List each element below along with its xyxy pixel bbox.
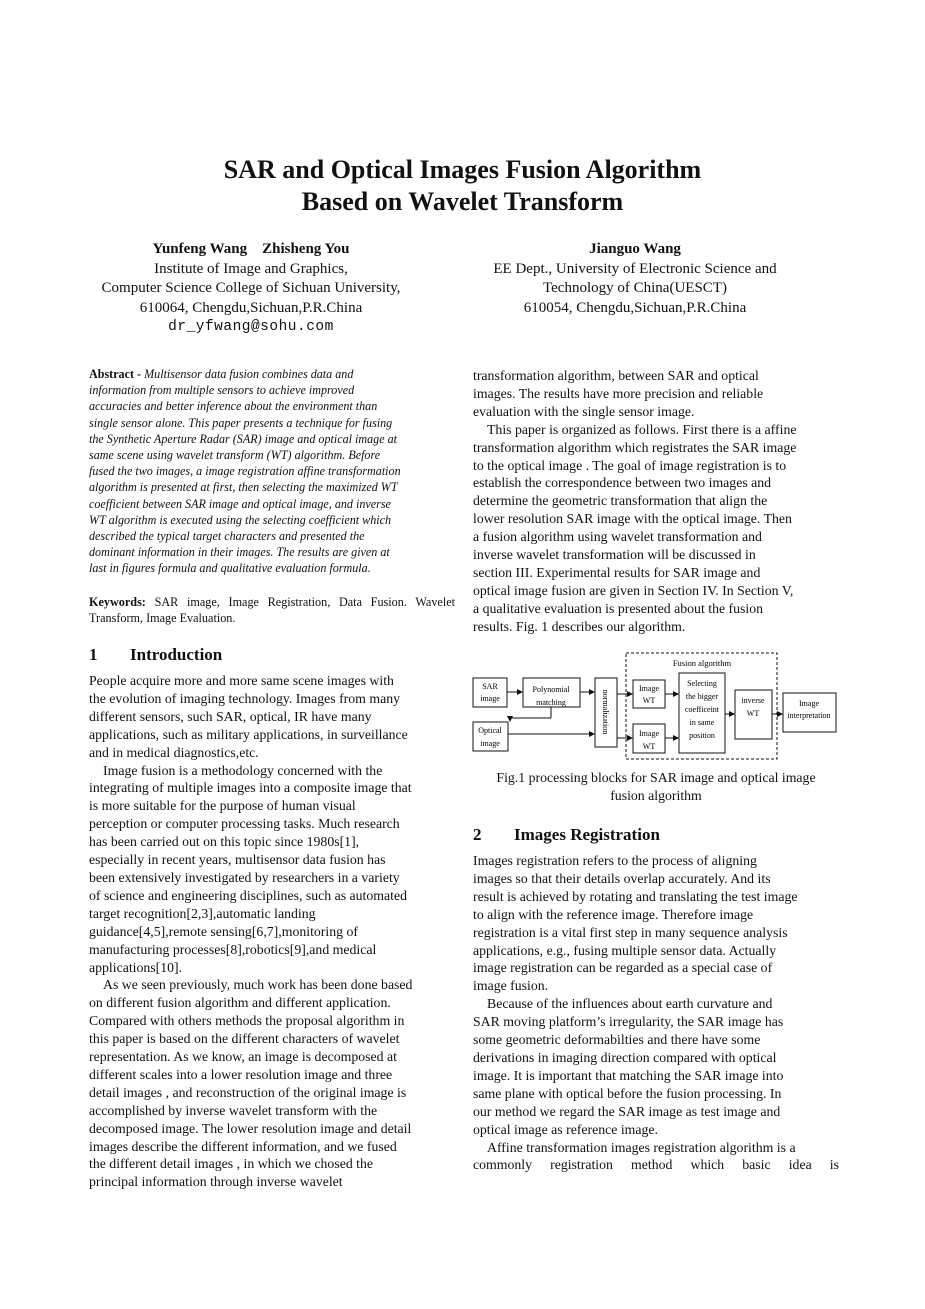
body-line: to the optical image . The goal of image registration is to <box>473 457 787 473</box>
select-line-4: in same <box>689 718 715 727</box>
section-title: Images Registration <box>514 825 660 844</box>
sar-box-line-2: image <box>480 694 500 703</box>
abstract-line: Multisensor data fusion combines data and <box>144 367 354 381</box>
abstract-line: the Synthetic Aperture Radar (SAR) image and optical image at <box>89 431 397 446</box>
body-line: SAR moving platform’s irregularity, the SAR image has <box>473 1014 784 1030</box>
section-2-body <box>473 852 839 1174</box>
body-line: image. It is important that matching the SAR image into <box>473 1067 784 1083</box>
wt2-line-1: Image <box>639 729 659 738</box>
body-line: of science and engineering disciplines, such as automated <box>89 887 407 903</box>
wt1-line-2: WT <box>642 696 656 705</box>
image-wt-box-1 <box>633 680 665 708</box>
body-line: been extensively investigated by researchers in a variety <box>89 869 400 885</box>
body-line: perception or computer processing tasks. Much research <box>89 816 400 832</box>
body-line: Affine transformation images registration algorithm is a <box>487 1139 796 1155</box>
abstract <box>89 366 455 577</box>
abstract-line: single sensor alone. This paper presents a technique for fusing <box>89 415 393 430</box>
abstract-line: accuracies and better inference about the environment than <box>89 399 378 414</box>
abstract-line: information from multiple sensors to achieve improved <box>89 383 355 398</box>
abstract-line: last in figures formula and qualitative evaluation formula. <box>89 561 371 576</box>
abstract-label: Abstract - <box>89 367 142 381</box>
body-line: image fusion. <box>473 978 549 994</box>
wt2-line-2: WT <box>642 742 656 751</box>
body-line: section III. Experimental results for SAR image and <box>473 564 761 580</box>
normalization-label: normalization <box>601 689 610 735</box>
body-line: Images registration refers to the process of aligning <box>473 853 757 868</box>
body-line: inverse wavelet transformation will be discussed in <box>473 547 756 563</box>
right-column-intro <box>473 367 839 636</box>
inverse-line-1: inverse <box>741 696 765 705</box>
body-line: our method we regard the SAR image as test image and <box>473 1103 781 1119</box>
body-line: target recognition[2,3],automatic landing <box>89 905 316 921</box>
keywords-text: SAR image, Image Registration, Data Fusion. Wavelet Transform, Image Evaluation. <box>89 595 456 625</box>
body-line: determine the geometric transformation that align the <box>473 493 768 509</box>
body-line: images so that their details overlap accurately. And its <box>473 870 771 886</box>
abstract-line: coefficient between SAR image and optical image, and inverse <box>89 496 391 511</box>
fig1-caption <box>470 769 842 805</box>
section-title: Introduction <box>130 645 223 664</box>
body-line: derivations in imaging direction compared with optical <box>473 1049 777 1065</box>
body-line: the evolution of imaging technology. Images from many <box>89 690 400 706</box>
affiliation-line-2-left: Computer Science College of Sichuan University, <box>101 280 401 296</box>
body-line: principal information through inverse wavelet <box>89 1174 343 1190</box>
sar-box-line-1: SAR <box>482 682 498 691</box>
interp-line-2: interpretation <box>787 711 831 720</box>
author-block-right <box>450 240 820 318</box>
abstract-line: algorithm is presented at first, then selecting the maximized WT <box>89 480 398 495</box>
sar-image-box <box>473 678 507 707</box>
caption-line-2: fusion algorithm <box>610 788 702 803</box>
body-line: Compared with others methods the proposal algorithm in <box>89 1013 405 1029</box>
optical-image-box <box>473 722 508 751</box>
body-line: As we seen previously, much work has been done based <box>103 977 413 993</box>
author-names-right: Jianguo Wang <box>589 241 681 257</box>
body-line: to align with the reference image. Therefore image <box>473 906 754 922</box>
body-line: image registration can be regarded as a special case of <box>473 960 773 976</box>
polynomial-matching-box <box>523 678 580 707</box>
body-line: manufacturing processes[8],robotics[9],and medical <box>89 941 377 957</box>
body-line: transformation algorithm, between SAR and optical <box>473 368 759 383</box>
body-line: transformation algorithm which registrates the SAR image <box>473 439 797 455</box>
paper-title <box>0 154 925 218</box>
body-line: is more suitable for the purpose of human visual <box>89 798 356 814</box>
body-line: has been carried out on this topic since 1980s[1], <box>89 834 360 850</box>
body-line: different scales into a lower resolution image and three <box>89 1066 393 1082</box>
author-block-left <box>70 240 432 338</box>
image-wt-box-2 <box>633 724 665 753</box>
body-line: applications, e.g., fusing multiple sensor data. Actually <box>473 942 777 958</box>
body-line: a fusion algorithm using wavelet transformation and <box>473 529 762 545</box>
body-line: representation. As we know, an image is decomposed at <box>89 1049 397 1065</box>
abstract-line: dominant information in their images. The results are given at <box>89 545 390 560</box>
poly-box-line-2: matching <box>536 698 566 707</box>
body-line: evaluation with the single sensor image. <box>473 403 695 419</box>
body-line: result is achieved by rotating and translating the test image <box>473 888 798 904</box>
body-line: People acquire more and more same scene images with <box>89 673 394 688</box>
fig1-block-diagram <box>470 650 842 762</box>
affiliation-line-3-left: 610064, Chengdu,Sichuan,P.R.China <box>139 299 363 316</box>
caption-line-1: Fig.1 processing blocks for SAR image and optical image <box>496 770 816 785</box>
section-2-heading <box>473 825 660 845</box>
body-line: lower resolution SAR image with the optical image. Then <box>473 511 792 527</box>
body-line: a qualitative evaluation is presented about the fusion <box>473 600 764 616</box>
poly-box-line-1: Polynomial <box>532 685 570 694</box>
affiliation-line-3-right: 610054, Chengdu,Sichuan,P.R.China <box>523 299 747 316</box>
author-email: dr_yfwang@sohu.com <box>168 319 334 335</box>
select-line-2: the bigger <box>685 692 719 701</box>
body-line: detail images , and reconstruction of the original image is <box>89 1084 407 1100</box>
body-line: images describe the different information, and we fused <box>89 1138 397 1154</box>
wt1-line-1: Image <box>639 684 659 693</box>
body-line: registration is a vital first step in many sequence analysis <box>473 924 788 940</box>
select-line-5: position <box>689 731 715 740</box>
keywords-label: Keywords: <box>89 595 146 609</box>
body-line: some geometric deformabilties and there have some <box>473 1032 761 1048</box>
abstract-line: described the typical target characters and presented the <box>89 529 365 544</box>
body-line: optical image as reference image. <box>473 1121 659 1137</box>
optical-box-line-2: image <box>480 739 500 748</box>
normalization-box <box>595 678 617 747</box>
body-line: applications[10]. <box>89 959 183 975</box>
section-number: 2 <box>473 825 482 844</box>
interp-line-1: Image <box>799 699 819 708</box>
title-line-1: SAR and Optical Images Fusion Algorithm <box>223 155 702 184</box>
keywords <box>89 594 455 626</box>
body-line: results. Fig. 1 describes our algorithm. <box>473 618 686 634</box>
select-line-3: coefficeint <box>684 705 720 714</box>
body-line: this paper is based on the different characters of wavelet <box>89 1031 400 1047</box>
section-1-heading <box>89 645 222 665</box>
body-line: optical image fusion are given in Section IV. In Section V, <box>473 582 794 598</box>
body-line: especially in recent years, multisensor data fusion has <box>89 852 386 868</box>
body-line: applications, such as military applications, in surveillance <box>89 726 408 742</box>
affiliation-line-1-left: Institute of Image and Graphics, <box>154 260 348 277</box>
image-interpretation-box <box>783 693 836 732</box>
inverse-wt-box <box>735 690 772 739</box>
body-line: guidance[4,5],remote sensing[6,7],monitoring of <box>89 923 358 939</box>
fusion-algorithm-label: Fusion algorithm <box>672 658 732 668</box>
body-line: different sensors, such SAR, optical, IR have many <box>89 708 372 724</box>
select-line-1: Selecting <box>687 679 717 688</box>
section-1-body <box>89 672 455 1191</box>
body-line: on different fusion algorithm and different application. <box>89 995 391 1011</box>
abstract-line: WT algorithm is executed using the selecting coefficient which <box>89 512 392 527</box>
body-line: accomplished by inverse wavelet transform with the <box>89 1102 378 1118</box>
body-line: decomposed image. The lower resolution image and detail <box>89 1120 412 1136</box>
selecting-coefficient-box <box>679 673 725 753</box>
body-line: establish the correspondence between two images and <box>473 475 772 491</box>
body-line: the different detail images , in which we chosed the <box>89 1156 374 1172</box>
body-line: Because of the influences about earth curvature and <box>487 996 773 1012</box>
inverse-line-2: WT <box>746 709 760 718</box>
title-line-2: Based on Wavelet Transform <box>301 187 624 216</box>
body-line: same plane with optical before the fusion processing. In <box>473 1085 782 1101</box>
body-line: Image fusion is a methodology concerned with the <box>103 762 383 778</box>
affiliation-line-1-right: EE Dept., University of Electronic Science and <box>493 260 777 277</box>
affiliation-line-2-right: Technology of China(UESCT) <box>543 280 727 296</box>
abstract-line: fused the two images, a image registration affine transformation <box>89 464 401 479</box>
author-names-left: Yunfeng Wang Zhisheng You <box>152 241 350 257</box>
section-number: 1 <box>89 645 98 664</box>
body-line: This paper is organized as follows. First there is a affine <box>487 421 797 437</box>
body-line: and in medical diagnostics,etc. <box>89 744 259 760</box>
body-line: integrating of multiple images into a composite image that <box>89 780 412 796</box>
abstract-line: same scene using wavelet transform (WT) algorithm. Before <box>89 448 381 463</box>
optical-box-line-1: Optical <box>478 726 502 735</box>
body-line: images. The results have more precision and reliable <box>473 385 764 401</box>
body-line: commonly registration method which basic idea is <box>473 1157 839 1173</box>
